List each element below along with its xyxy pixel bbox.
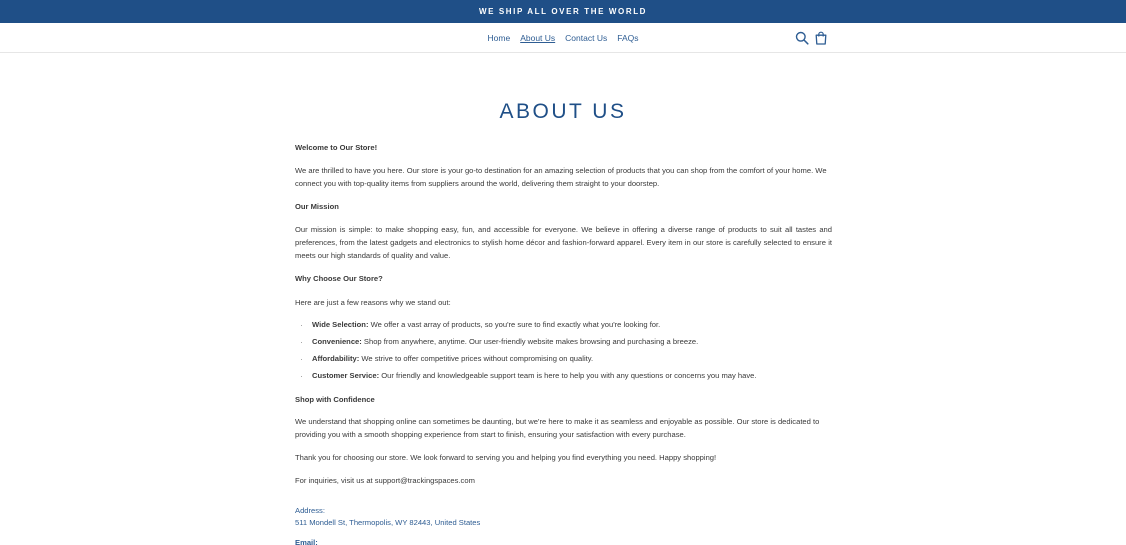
inquiries-text: For inquiries, visit us at support@trackingspaces.com bbox=[295, 476, 475, 485]
nav-about-us[interactable]: About Us bbox=[520, 33, 556, 43]
intro-paragraph: We are thrilled to have you here. Our store is your go-to destination for an amazing selection of products that you can shop from the comfort of your home. We connect you with top-quality items from suppliers around the world, delivering them straight to your doorstep. bbox=[295, 166, 827, 188]
mission-paragraph: Our mission is simple: to make shopping easy, fun, and accessible for everyone. We believe in offering a diverse range of products to suit all tastes and preferences, from the latest gadgets and electronics to stylish home décor and fashion-forward apparel. Every item in our store is carefully selected to ensure it meets our high standards of quality and value. bbox=[295, 225, 832, 260]
page-title: ABOUT US bbox=[499, 100, 627, 123]
main-nav bbox=[0, 23, 1126, 53]
address-text: 511 Mondell St, Thermopolis, WY 82443, United States bbox=[295, 518, 481, 527]
site-header bbox=[0, 23, 1126, 53]
nav-home[interactable]: Home bbox=[487, 33, 511, 43]
list-item: · Affordability: We strive to offer competitive prices without compromising on quality. bbox=[295, 353, 832, 370]
mission-heading: Our Mission bbox=[295, 202, 339, 211]
shopping-bag-icon bbox=[814, 31, 828, 45]
address-heading: Address: bbox=[295, 506, 325, 515]
email-heading: Email: bbox=[295, 538, 318, 545]
shop-heading: Shop with Confidence bbox=[295, 395, 375, 404]
thanks-paragraph: Thank you for choosing our store. We look forward to serving you and helping you find everything you need. Happy shopping! bbox=[295, 453, 717, 462]
list-item: · Wide Selection: We offer a vast array of products, so you're sure to find exactly what you're looking for. bbox=[295, 319, 832, 336]
nav-faqs[interactable]: FAQs bbox=[617, 33, 639, 43]
list-item: · Customer Service: Our friendly and knowledgeable support team is here to help you with any questions or concerns you may have. bbox=[295, 370, 832, 387]
list-item: · Convenience: Shop from anywhere, anytime. Our user-friendly website makes browsing and purchasing a breeze. bbox=[295, 336, 832, 353]
reasons-intro: Here are just a few reasons why we stand out: bbox=[295, 298, 451, 307]
shop-paragraph: We understand that shopping online can sometimes be daunting, but we're here to make it as seamless and enjoyable as possible. Our store is dedicated to providing you with a smooth shopping experience from start to finish, ensuring your satisfaction with every purchase. bbox=[295, 417, 820, 439]
search-icon bbox=[795, 31, 809, 45]
reasons-list bbox=[295, 319, 832, 387]
nav-contact-us[interactable]: Contact Us bbox=[565, 33, 608, 43]
welcome-heading: Welcome to Our Store! bbox=[295, 143, 378, 152]
announcement-text: WE SHIP ALL OVER THE WORLD bbox=[478, 7, 648, 16]
search-button[interactable] bbox=[795, 31, 809, 45]
cart-button[interactable] bbox=[814, 31, 828, 45]
why-heading: Why Choose Our Store? bbox=[295, 274, 383, 283]
announcement-bar bbox=[0, 0, 1126, 23]
